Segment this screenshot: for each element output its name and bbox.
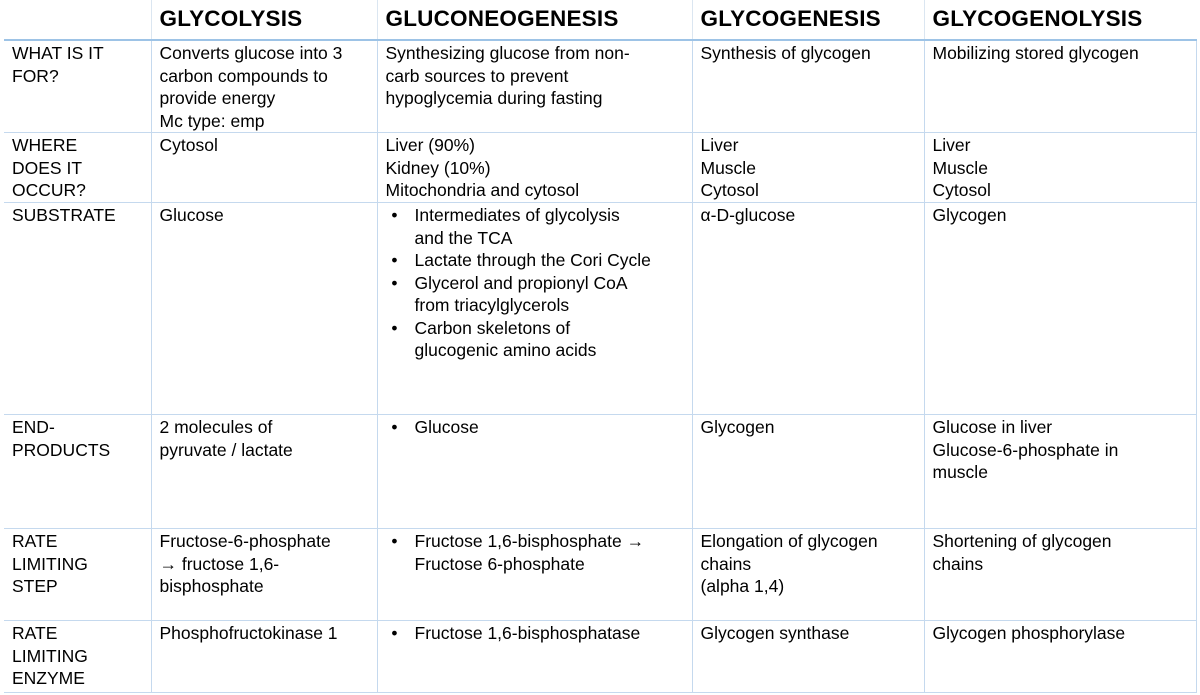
cell-line: Converts glucose into 3 — [159, 43, 343, 63]
cell-line: Fructose 1,6-bisphosphate → — [414, 531, 645, 551]
cell-glycogenesis-rate-limiting-enzyme — [692, 621, 924, 693]
list-item — [389, 317, 688, 362]
cell-gluconeogenesis-substrate — [377, 203, 692, 415]
row-label-rate-limiting-enzyme — [4, 621, 151, 693]
bullet-list — [386, 530, 688, 575]
cell-line: carbon compounds to — [159, 65, 328, 86]
cell-gluconeogenesis-purpose — [377, 40, 692, 133]
table-row-rate-limiting-step — [4, 529, 1196, 621]
cell-line: glucogenic amino acids — [414, 340, 597, 360]
cell-glycogenolysis-purpose — [924, 40, 1196, 133]
cell-line: Synthesizing glucose from non- — [385, 43, 630, 63]
bullet-icon: • — [391, 250, 398, 270]
cell-line: Fructose 1,6-bisphosphatase — [414, 623, 641, 643]
cell-line: muscle — [932, 462, 988, 482]
cell-line: Glycogen — [700, 417, 775, 437]
list-item — [389, 622, 688, 645]
cell-line: Glucose — [414, 417, 479, 437]
cell-glycogenolysis-location — [924, 133, 1196, 203]
cell-line: Lactate through the Cori Cycle — [414, 250, 651, 270]
table-row-end-products — [4, 415, 1196, 529]
cell-line: Fructose-6-phosphate — [159, 531, 331, 551]
cell-line: pyruvate / lactate — [159, 439, 293, 460]
table-row-substrate — [4, 203, 1196, 415]
cell-line: Glucose — [159, 205, 224, 225]
row-label-line: SUBSTRATE — [12, 205, 116, 225]
cell-line: Shortening of glycogen — [932, 531, 1112, 551]
cell-line: Cytosol — [932, 180, 991, 200]
cell-line: chains — [700, 553, 752, 574]
cell-glycogenesis-rate-limiting-step — [692, 529, 924, 621]
cell-glycolysis-rate-limiting-enzyme — [151, 621, 377, 693]
cell-line: Glucose-6-phosphate in — [932, 439, 1119, 460]
header-row — [4, 0, 1196, 40]
bullet-icon: • — [391, 317, 398, 338]
cell-line: Cytosol — [159, 135, 218, 155]
row-label-line: WHAT IS IT — [12, 43, 104, 63]
cell-gluconeogenesis-rate-limiting-enzyme — [377, 621, 692, 693]
row-label-end-products — [4, 415, 151, 529]
table-row-purpose — [4, 40, 1196, 133]
cell-glycogenesis-substrate — [692, 203, 924, 415]
row-label-line: FOR? — [12, 65, 59, 86]
cell-line: hypoglycemia during fasting — [385, 88, 603, 108]
list-item — [389, 204, 688, 249]
cell-line: provide energy — [159, 88, 276, 108]
row-label-line: LIMITING — [12, 645, 88, 666]
header-glycogenesis: GLYCOGENESIS — [692, 0, 924, 40]
cell-line: Mitochondria and cytosol — [385, 180, 580, 200]
cell-glycolysis-purpose — [151, 40, 377, 133]
cell-line: Liver (90%) — [385, 135, 475, 155]
row-label-purpose — [4, 40, 151, 133]
list-item — [389, 530, 688, 575]
header-gluconeogenesis: GLUCONEOGENESIS — [377, 0, 692, 40]
cell-line: Elongation of glycogen — [700, 531, 878, 551]
bullet-icon: • — [391, 205, 398, 225]
cell-line: Glucose in liver — [932, 417, 1053, 437]
table-row-rate-limiting-enzyme — [4, 621, 1196, 693]
bullet-list — [386, 622, 688, 645]
cell-line: Mobilizing stored glycogen — [932, 43, 1139, 63]
cell-line: Muscle — [932, 157, 988, 178]
header-glycolysis: GLYCOLYSIS — [151, 0, 377, 40]
cell-glycogenolysis-substrate — [924, 203, 1196, 415]
bullet-icon: • — [391, 623, 398, 643]
row-label-line: DOES IT — [12, 157, 83, 178]
header-glycogenolysis: GLYCOGENOLYSIS — [924, 0, 1196, 40]
cell-line: carb sources to prevent — [385, 65, 569, 86]
bullet-list — [386, 204, 688, 362]
row-label-line: WHERE — [12, 135, 78, 155]
cell-glycogenolysis-end-products — [924, 415, 1196, 529]
cell-line: Glycogen phosphorylase — [932, 623, 1126, 643]
cell-line: from triacylglycerols — [414, 295, 570, 315]
cell-glycolysis-substrate — [151, 203, 377, 415]
cell-line: Glycerol and propionyl CoA — [414, 272, 628, 293]
row-label-line: RATE — [12, 623, 58, 643]
list-item — [389, 249, 688, 272]
row-label-line: END- — [12, 417, 55, 437]
cell-line: Phosphofructokinase 1 — [159, 623, 338, 643]
metabolism-comparison-table — [4, 0, 1197, 693]
bullet-icon: • — [391, 417, 398, 437]
bullet-icon: • — [391, 531, 398, 551]
bullet-icon: • — [391, 272, 398, 293]
cell-glycogenesis-location — [692, 133, 924, 203]
cell-line: Cytosol — [700, 180, 759, 200]
cell-line: Carbon skeletons of — [414, 317, 571, 338]
row-label-line: PRODUCTS — [12, 439, 111, 460]
cell-line: Mc type: emp — [159, 110, 265, 131]
cell-line: α-D-glucose — [700, 205, 796, 225]
cell-glycogenesis-end-products — [692, 415, 924, 529]
cell-line: Fructose 6-phosphate — [414, 553, 585, 574]
cell-glycogenolysis-rate-limiting-step — [924, 529, 1196, 621]
cell-line: bisphosphate — [159, 576, 264, 596]
row-label-line: OCCUR? — [12, 180, 86, 200]
cell-line: and the TCA — [414, 227, 513, 248]
row-label-line: RATE — [12, 531, 58, 551]
bullet-list — [386, 416, 688, 439]
list-item — [389, 272, 688, 317]
cell-line: chains — [932, 553, 984, 574]
cell-line: Liver — [700, 135, 739, 155]
cell-line: Intermediates of glycolysis — [414, 205, 620, 225]
header-corner — [4, 0, 151, 40]
cell-line: 2 molecules of — [159, 417, 273, 437]
row-label-substrate — [4, 203, 151, 415]
row-label-location — [4, 133, 151, 203]
cell-line: Kidney (10%) — [385, 157, 491, 178]
list-item — [389, 416, 688, 439]
cell-gluconeogenesis-location — [377, 133, 692, 203]
row-label-line: LIMITING — [12, 553, 88, 574]
cell-glycolysis-rate-limiting-step — [151, 529, 377, 621]
table-row-location — [4, 133, 1196, 203]
cell-glycolysis-location — [151, 133, 377, 203]
cell-line: Synthesis of glycogen — [700, 43, 871, 63]
cell-line: → fructose 1,6- — [159, 553, 280, 574]
row-label-line: STEP — [12, 576, 58, 596]
cell-line: Muscle — [700, 157, 756, 178]
row-label-line: ENZYME — [12, 668, 85, 688]
cell-glycogenesis-purpose — [692, 40, 924, 133]
cell-glycogenolysis-rate-limiting-enzyme — [924, 621, 1196, 693]
cell-line: Glycogen synthase — [700, 623, 850, 643]
cell-line: (alpha 1,4) — [700, 576, 785, 596]
cell-glycolysis-end-products — [151, 415, 377, 529]
cell-line: Glycogen — [932, 205, 1007, 225]
cell-gluconeogenesis-end-products — [377, 415, 692, 529]
row-label-rate-limiting-step — [4, 529, 151, 621]
cell-line: Liver — [932, 135, 971, 155]
cell-gluconeogenesis-rate-limiting-step — [377, 529, 692, 621]
